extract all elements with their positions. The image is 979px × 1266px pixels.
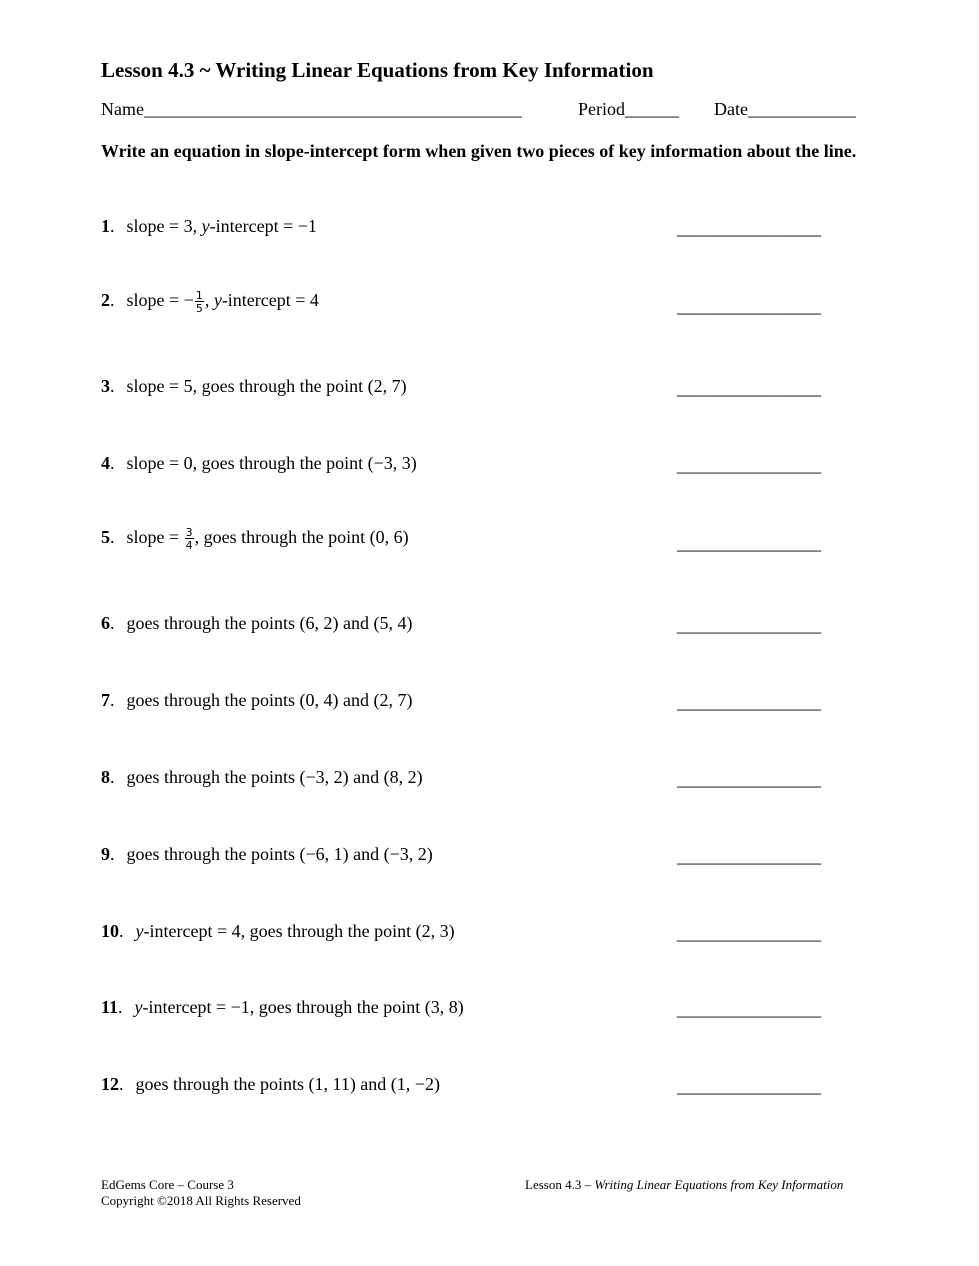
answer-blank-5[interactable]: ________________ [677,533,821,553]
question-number: 2 [101,290,110,311]
answer-blank-7[interactable]: ________________ [677,692,821,712]
question-9: 9. goes through the points (−6, 1) and (−3, 2) [101,844,433,864]
question-number: 8 [101,767,110,787]
question-12: 12. goes through the points (1, 11) and (1, −2) [101,1074,440,1094]
name-label: Name [101,99,144,119]
question-6: 6. goes through the points (6, 2) and (5, 4) [101,613,413,633]
question-10: 10. y-intercept = 4, goes through the point (2, 3) [101,921,455,941]
question-3: 3. slope = 5, goes through the point (2, 7) [101,376,407,396]
question-2: 2. slope = − $\frac{1}{5}$ , y-intercept = 4 [101,289,319,315]
period-field[interactable] [578,99,679,120]
question-1: 1. slope = 3, y-intercept = −1 [101,216,317,236]
question-number: 12 [101,1074,119,1094]
answer-blank-11[interactable]: ________________ [677,999,821,1019]
question-number: 7 [101,690,110,710]
question-number: 1 [101,216,110,236]
date-label: Date [714,99,748,119]
footer-course: EdGems Core – Course 3 [101,1177,234,1192]
question-4: 4. slope = 0, goes through the point (−3, 3) [101,453,417,473]
question-number: 9 [101,844,110,864]
period-blank[interactable]: ______ [625,99,679,119]
answer-blank-10[interactable]: ________________ [677,923,821,943]
answer-blank-6[interactable]: ________________ [677,615,821,635]
question-number: 4 [101,453,110,473]
question-11: 11. y-intercept = −1, goes through the point (3, 8) [101,997,464,1017]
answer-blank-9[interactable]: ________________ [677,846,821,866]
footer-lesson: Lesson 4.3 – Writing Linear Equations from Key Information [525,1177,844,1192]
answer-blank-2[interactable]: ________________ [677,296,821,316]
date-blank[interactable]: ____________ [747,99,856,119]
period-label: Period [578,99,625,119]
page-title: Lesson 4.3 ~ Writing Linear Equations from Key Information [101,58,654,82]
answer-blank-1[interactable]: ________________ [677,218,821,238]
question-number: 5 [101,527,110,548]
answer-blank-12[interactable]: ________________ [677,1076,821,1096]
fraction: $\frac{1}{5}$ [195,289,203,315]
question-number: 11 [101,997,119,1017]
name-field[interactable] [101,99,522,120]
answer-blank-4[interactable]: ________________ [677,455,821,475]
question-number: 3 [101,376,110,396]
answer-blank-3[interactable]: ________________ [677,378,821,398]
name-blank[interactable]: __________________________________________ [143,99,522,119]
footer-copyright: Copyright ©2018 All Rights Reserved [101,1193,301,1208]
question-8: 8. goes through the points (−3, 2) and (8, 2) [101,767,423,787]
question-7: 7. goes through the points (0, 4) and (2, 7) [101,690,413,710]
question-number: 6 [101,613,110,633]
answer-blank-8[interactable]: ________________ [677,769,821,789]
fraction: $\frac{3}{4}$ [185,526,193,552]
question-number: 10 [101,921,119,941]
instructions: Write an equation in slope-intercept form when given two pieces of key information about the line. [101,141,857,161]
question-5: 5. slope = $\frac{3}{4}$ , goes through the point (0, 6) [101,526,409,552]
date-field[interactable] [714,99,856,120]
